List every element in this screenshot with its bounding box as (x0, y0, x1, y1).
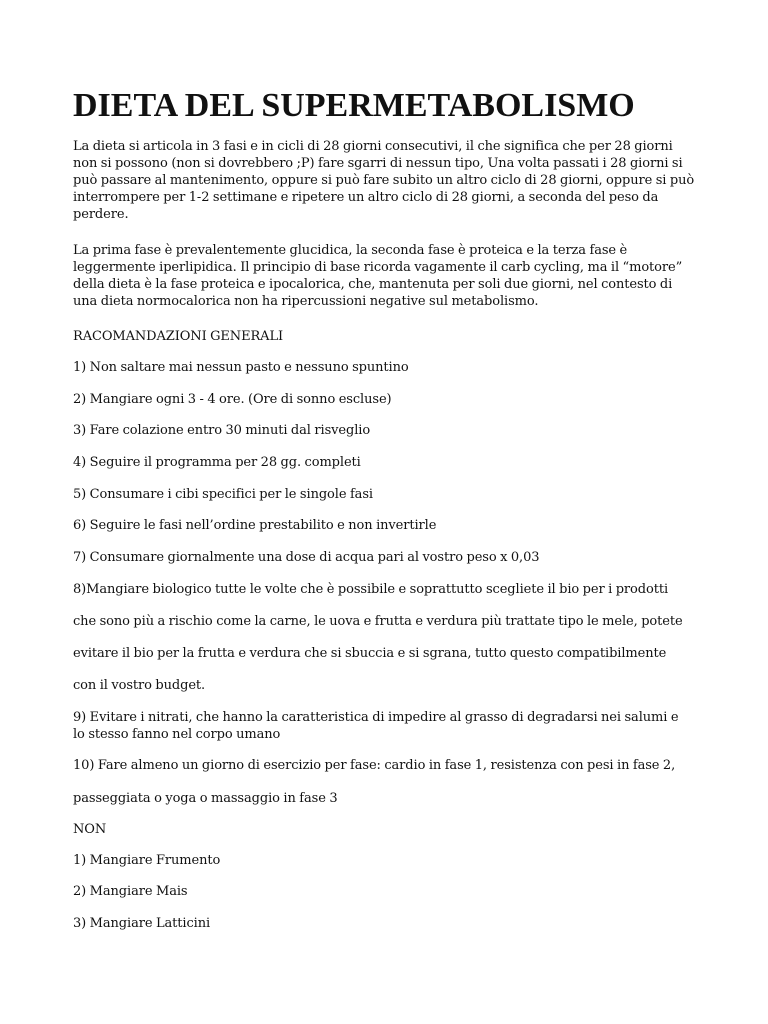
non-heading: NON (73, 822, 107, 837)
phases-paragraph: La prima fase è prevalentemente glucidica, la seconda fase è proteica e la terza fase è leggermente iperlipidica. Il principio di base ricorda vagamente il carb cycling, ma il “motore” della dieta è la fase proteica e ipocalorica, che, mantenuta per soli due giorni, nel contesto di una dieta normocalorica non ha ripercussioni negative sul metabolismo. (73, 243, 683, 309)
recommendation-item: 1) Non saltare mai nessun pasto e nessuno spuntino (73, 360, 409, 375)
non-item: 3) Mangiare Latticini (73, 916, 211, 931)
non-item: 1) Mangiare Frumento (73, 853, 221, 868)
recommendation-item-9-line: 9) Evitare i nitrati, che hanno la caratteristica di impedire al grasso di degradarsi nei salumi e (73, 710, 679, 725)
recommendations-heading: RACOMANDAZIONI GENERALI (73, 329, 284, 344)
document-title: DIETA DEL SUPERMETABOLISMO (73, 87, 635, 124)
recommendation-item-8-line: evitare il bio per la frutta e verdura che si sbuccia e si sgrana, tutto questo compatibilmente (73, 646, 667, 661)
recommendation-item-8-line: 8)Mangiare biologico tutte le volte che è possibile e soprattutto scegliete il bio per i prodotti (73, 582, 669, 597)
recommendation-item-8-line: che sono più a rischio come la carne, le uova e frutta e verdura più trattate tipo le mele, potete (73, 614, 683, 629)
intro-paragraph: La dieta si articola in 3 fasi e in cicli di 28 giorni consecutivi, il che significa che per 28 giorni non si possono (non si dovrebbero ;P) fare sgarri di nessun tipo, Una volta passati i 28 giorni si può passare al mantenimento, oppure si può fare subito un altro ciclo di 28 giorni, oppure si può interrompere per 1-2 settimane e ripetere un altro ciclo di 28 giorni, a seconda del peso da perdere. (73, 139, 695, 222)
recommendation-item: 5) Consumare i cibi specifici per le singole fasi (73, 487, 373, 502)
recommendation-item-9-line: lo stesso fanno nel corpo umano (73, 727, 281, 742)
recommendation-item: 3) Fare colazione entro 30 minuti dal risveglio (73, 423, 371, 438)
recommendation-item: 4) Seguire il programma per 28 gg. completi (73, 455, 361, 470)
non-item: 2) Mangiare Mais (73, 884, 188, 899)
recommendation-item: 2) Mangiare ogni 3 - 4 ore. (Ore di sonno escluse) (73, 392, 392, 407)
recommendation-item-10-line: passeggiata o yoga o massaggio in fase 3 (73, 791, 338, 806)
recommendation-item-8-line: con il vostro budget. (73, 678, 206, 693)
recommendation-item: 6) Seguire le fasi nell’ordine prestabilito e non invertirle (73, 518, 437, 533)
recommendation-item-10-line: 10) Fare almeno un giorno di esercizio per fase: cardio in fase 1, resistenza con pesi in fase 2, (73, 758, 676, 773)
recommendation-item: 7) Consumare giornalmente una dose di acqua pari al vostro peso x 0,03 (73, 550, 540, 565)
